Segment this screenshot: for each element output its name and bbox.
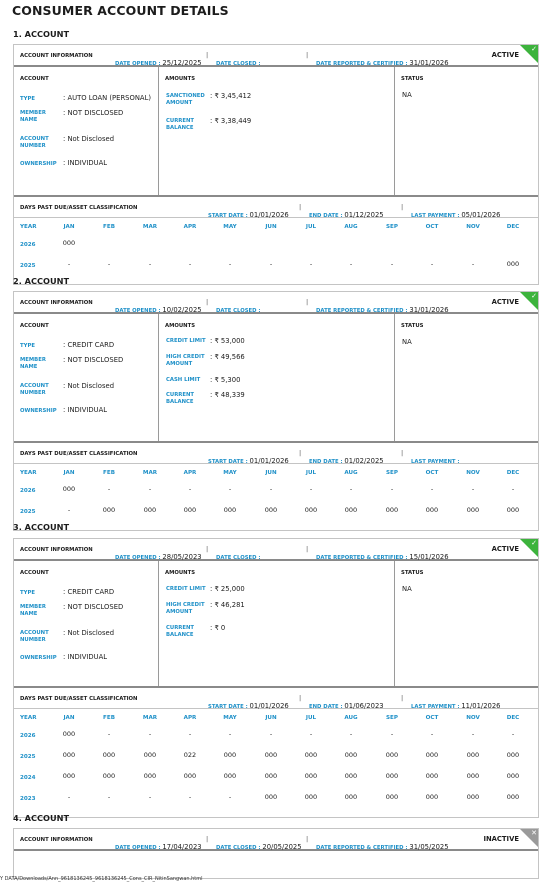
month-value: 000 — [62, 239, 76, 247]
account-heading: 4. ACCOUNT — [13, 813, 70, 823]
status-value: NA — [402, 338, 412, 346]
month-column-header: MAR — [142, 715, 158, 721]
month-column-header: OCT — [425, 470, 439, 476]
month-column-header: OCT — [425, 715, 439, 721]
separator: | — [306, 298, 309, 306]
status-badge: INACTIVE — [483, 835, 519, 843]
account-information-label: ACCOUNT INFORMATION — [20, 53, 93, 59]
check-icon — [520, 45, 538, 63]
month-value: 000 — [304, 772, 318, 780]
end-date-label: END DATE : — [309, 459, 345, 465]
month-value: - — [430, 260, 434, 268]
month-value: - — [471, 730, 475, 738]
month-column-header: JAN — [63, 470, 75, 476]
account-details-body — [14, 67, 538, 197]
month-column-header: MAY — [223, 470, 237, 476]
amount-label: CASH LIMIT — [166, 377, 201, 383]
month-column-header: DEC — [506, 224, 520, 230]
month-value: - — [309, 260, 313, 268]
account-number-label: ACCOUNT NUMBER — [20, 383, 49, 396]
month-value: - — [107, 730, 111, 738]
dpd-row — [14, 443, 538, 464]
status-section-label: STATUS — [401, 323, 424, 329]
check-mark-icon: ✓ — [531, 292, 537, 300]
date-opened-label: DATE OPENED : — [115, 845, 163, 851]
date-closed-label: DATE CLOSED : — [216, 61, 261, 67]
column-divider — [158, 67, 159, 195]
month-value: 000 — [143, 751, 157, 759]
month-column-header: MAY — [223, 715, 237, 721]
account-card — [13, 44, 539, 285]
ownership-value: : INDIVIDUAL — [63, 159, 108, 167]
year-label: 2025 — [20, 263, 36, 269]
type-value: : CREDIT CARD — [63, 341, 115, 349]
year-rows — [14, 484, 538, 530]
account-information-label: ACCOUNT INFORMATION — [20, 547, 93, 553]
date-reported-value: 31/01/2026 — [409, 59, 449, 67]
date-reported-value: 31/05/2025 — [409, 843, 449, 851]
month-value: 000 — [264, 793, 278, 801]
date-closed-label: DATE CLOSED : — [216, 308, 261, 314]
separator: | — [299, 694, 302, 702]
account-number-value: : Not Disclosed — [63, 135, 115, 143]
month-value: - — [349, 260, 353, 268]
month-value: - — [228, 793, 232, 801]
column-divider — [158, 561, 159, 686]
month-value: 000 — [183, 772, 197, 780]
amount-label: CURRENT BALANCE — [166, 118, 195, 131]
month-value: - — [309, 485, 313, 493]
month-value: - — [188, 485, 192, 493]
month-value: - — [269, 485, 273, 493]
month-column-header: FEB — [103, 224, 115, 230]
account-number-value: : Not Disclosed — [63, 629, 115, 637]
last-payment-label: LAST PAYMENT : — [411, 213, 462, 219]
year-label: 2026 — [20, 488, 36, 494]
year-label: 2025 — [20, 509, 36, 515]
date-reported-label: DATE REPORTED & CERTIFIED : — [316, 845, 410, 851]
month-column-header: AUG — [344, 224, 358, 230]
start-date-label: START DATE : — [208, 459, 250, 465]
month-value: 000 — [62, 485, 76, 493]
dpd-row — [14, 197, 538, 218]
dpd-label: DAYS PAST DUE/ASSET CLASSIFICATION — [20, 696, 138, 702]
account-number-value: : Not Disclosed — [63, 382, 115, 390]
month-value: 000 — [304, 751, 318, 759]
amounts-section-label: AMOUNTS — [165, 323, 196, 329]
amount-value: : ₹ 53,000 — [210, 337, 245, 345]
start-date-value: 01/01/2026 — [249, 702, 289, 710]
year-header-row — [14, 218, 538, 238]
amount-value: : ₹ 49,566 — [210, 353, 245, 361]
date-reported-label: DATE REPORTED & CERTIFIED : — [316, 555, 410, 561]
month-value: 000 — [62, 772, 76, 780]
month-value: 000 — [264, 772, 278, 780]
check-icon — [520, 292, 538, 310]
account-section-label: ACCOUNT — [20, 570, 49, 576]
month-value: 000 — [223, 751, 237, 759]
month-value: 000 — [143, 506, 157, 514]
date-opened-value: 17/04/2023 — [162, 843, 202, 851]
month-value: 000 — [304, 506, 318, 514]
month-value: 022 — [183, 751, 197, 759]
separator: | — [206, 298, 209, 306]
check-mark-icon: ✓ — [531, 45, 537, 53]
year-label: 2023 — [20, 796, 36, 802]
start-date-value: 01/01/2026 — [249, 457, 289, 465]
amount-value: : ₹ 46,281 — [210, 601, 245, 609]
year-label: 2026 — [20, 733, 36, 739]
month-value: 000 — [102, 751, 116, 759]
amount-value: : ₹ 3,38,449 — [210, 117, 252, 125]
month-value: 000 — [466, 793, 480, 801]
month-column-header: SEP — [386, 224, 398, 230]
month-value: 000 — [344, 751, 358, 759]
amount-value: : ₹ 0 — [210, 624, 226, 632]
ownership-label: OWNERSHIP — [20, 161, 57, 167]
month-value: - — [471, 260, 475, 268]
month-value: 000 — [425, 751, 439, 759]
separator: | — [401, 449, 404, 457]
separator: | — [306, 545, 309, 553]
check-mark-icon: ✓ — [531, 539, 537, 547]
member-name-label: MEMBER NAME — [20, 110, 46, 123]
month-value: - — [511, 485, 515, 493]
amounts-section-label: AMOUNTS — [165, 76, 196, 82]
end-date-value: 01/02/2025 — [344, 457, 384, 465]
account-heading: 1. ACCOUNT — [13, 29, 70, 39]
month-column-header: FEB — [103, 470, 115, 476]
month-value: 000 — [466, 506, 480, 514]
month-value: - — [228, 730, 232, 738]
year-rows — [14, 238, 538, 284]
month-value: 000 — [264, 506, 278, 514]
month-value: - — [309, 730, 313, 738]
last-payment-value: 05/01/2026 — [461, 211, 501, 219]
month-column-header: JUN — [265, 470, 277, 476]
month-column-header: JUL — [305, 224, 317, 230]
month-column-header: APR — [183, 470, 197, 476]
date-opened-value: 25/12/2025 — [162, 59, 202, 67]
month-value: 000 — [264, 751, 278, 759]
year-column-header: YEAR — [20, 224, 37, 230]
month-value: - — [471, 485, 475, 493]
account-number-label: ACCOUNT NUMBER — [20, 136, 49, 149]
account-heading: 3. ACCOUNT — [13, 522, 70, 532]
month-value: - — [188, 793, 192, 801]
status-section-label: STATUS — [401, 76, 424, 82]
date-opened-label: DATE OPENED : — [115, 555, 163, 561]
month-column-header: APR — [183, 715, 197, 721]
month-value: - — [430, 485, 434, 493]
month-value: - — [148, 260, 152, 268]
status-value: NA — [402, 585, 412, 593]
date-closed — [216, 834, 302, 853]
month-value: 000 — [183, 506, 197, 514]
date-reported — [316, 834, 449, 853]
month-value: - — [148, 485, 152, 493]
start-date-label: START DATE : — [208, 213, 250, 219]
month-value: - — [228, 260, 232, 268]
account-details-body — [14, 314, 538, 443]
status-section-label: STATUS — [401, 570, 424, 576]
account-card — [13, 291, 539, 531]
month-value: - — [67, 793, 71, 801]
month-value: 000 — [344, 506, 358, 514]
account-info-row — [14, 45, 538, 67]
month-value: 000 — [102, 772, 116, 780]
end-date-value: 01/12/2025 — [344, 211, 384, 219]
month-value: - — [349, 730, 353, 738]
month-value: - — [269, 260, 273, 268]
month-value: 000 — [506, 506, 520, 514]
date-opened-label: DATE OPENED : — [115, 308, 163, 314]
ownership-value: : INDIVIDUAL — [63, 406, 108, 414]
amount-label: CURRENT BALANCE — [166, 625, 195, 638]
last-payment-value: 11/01/2026 — [461, 702, 501, 710]
month-column-header: NOV — [466, 470, 480, 476]
member-name-label: MEMBER NAME — [20, 604, 46, 617]
status-badge: ACTIVE — [491, 51, 519, 59]
account-section-label: ACCOUNT — [20, 323, 49, 329]
column-divider — [158, 314, 159, 441]
month-column-header: DEC — [506, 470, 520, 476]
ownership-label: OWNERSHIP — [20, 408, 57, 414]
month-column-header: JUL — [305, 715, 317, 721]
separator: | — [206, 51, 209, 59]
month-value: 000 — [344, 793, 358, 801]
account-information-label: ACCOUNT INFORMATION — [20, 837, 93, 843]
month-value: 000 — [304, 793, 318, 801]
month-value: 000 — [385, 751, 399, 759]
month-value: - — [349, 485, 353, 493]
month-value: - — [148, 793, 152, 801]
date-closed-value: 20/05/2025 — [262, 843, 302, 851]
ownership-value: : INDIVIDUAL — [63, 653, 108, 661]
date-opened-value: 28/05/2023 — [162, 553, 202, 561]
type-label: TYPE — [20, 590, 35, 596]
month-column-header: DEC — [506, 715, 520, 721]
amount-label: SANCTIONED AMOUNT — [166, 93, 205, 106]
month-value: 000 — [385, 793, 399, 801]
separator: | — [206, 835, 209, 843]
separator: | — [299, 449, 302, 457]
year-header-row — [14, 709, 538, 729]
month-value: - — [107, 260, 111, 268]
month-value: 000 — [102, 506, 116, 514]
dpd-label: DAYS PAST DUE/ASSET CLASSIFICATION — [20, 205, 138, 211]
month-column-header: NOV — [466, 224, 480, 230]
month-column-header: MAR — [142, 470, 158, 476]
month-column-header: JUL — [305, 470, 317, 476]
month-column-header: APR — [183, 224, 197, 230]
month-value: - — [188, 730, 192, 738]
year-label: 2024 — [20, 775, 36, 781]
column-divider — [394, 561, 395, 686]
date-opened — [115, 834, 202, 853]
month-value: - — [107, 793, 111, 801]
month-value: 000 — [466, 772, 480, 780]
year-header-row — [14, 464, 538, 484]
month-value: - — [148, 730, 152, 738]
date-closed-label: DATE CLOSED : — [216, 555, 261, 561]
close-icon — [520, 829, 538, 847]
account-information-label: ACCOUNT INFORMATION — [20, 300, 93, 306]
member-name-value: : NOT DISCLOSED — [63, 109, 124, 117]
date-opened-value: 10/02/2025 — [162, 306, 202, 314]
start-date-label: START DATE : — [208, 704, 250, 710]
type-value: : AUTO LOAN (PERSONAL) — [63, 94, 152, 102]
account-heading: 2. ACCOUNT — [13, 276, 70, 286]
amount-value: : ₹ 48,339 — [210, 391, 245, 399]
month-column-header: SEP — [386, 715, 398, 721]
month-value: 000 — [223, 772, 237, 780]
year-column-header: YEAR — [20, 715, 37, 721]
separator: | — [306, 835, 309, 843]
separator: | — [299, 203, 302, 211]
account-card — [13, 828, 539, 879]
separator: | — [206, 545, 209, 553]
month-column-header: JUN — [265, 224, 277, 230]
month-column-header: JUN — [265, 715, 277, 721]
dpd-row — [14, 688, 538, 709]
column-divider — [394, 314, 395, 441]
year-column-header: YEAR — [20, 470, 37, 476]
footer-url: Y DATA/Downloads/Ann_9618136245_9618136245_Cons_CIR_NitinSangwan.html — [0, 876, 203, 882]
start-date-value: 01/01/2026 — [249, 211, 289, 219]
month-value: 000 — [425, 793, 439, 801]
account-details-body — [14, 561, 538, 688]
month-value: - — [67, 260, 71, 268]
year-label: 2026 — [20, 242, 36, 248]
amount-label: HIGH CREDIT AMOUNT — [166, 602, 205, 615]
account-info-row — [14, 829, 538, 851]
amount-value: : ₹ 3,45,412 — [210, 92, 252, 100]
month-value: 000 — [506, 772, 520, 780]
separator: | — [401, 203, 404, 211]
status-badge: ACTIVE — [491, 545, 519, 553]
month-value: 000 — [143, 772, 157, 780]
year-rows — [14, 729, 538, 817]
x-mark-icon: ✕ — [531, 829, 537, 837]
month-value: - — [390, 485, 394, 493]
month-value: - — [67, 506, 71, 514]
month-column-header: JAN — [63, 715, 75, 721]
account-info-row — [14, 539, 538, 561]
month-column-header: NOV — [466, 715, 480, 721]
end-date-label: END DATE : — [309, 213, 345, 219]
account-card — [13, 538, 539, 818]
amount-label: CURRENT BALANCE — [166, 392, 195, 405]
month-column-header: AUG — [344, 470, 358, 476]
date-reported-label: DATE REPORTED & CERTIFIED : — [316, 61, 410, 67]
date-closed-label: DATE CLOSED : — [216, 845, 263, 851]
month-column-header: MAR — [142, 224, 158, 230]
end-date-value: 01/06/2023 — [344, 702, 384, 710]
month-value: 000 — [425, 772, 439, 780]
month-value: 000 — [385, 772, 399, 780]
type-label: TYPE — [20, 96, 35, 102]
month-value: 000 — [506, 751, 520, 759]
last-payment-label: LAST PAYMENT : — [411, 704, 462, 710]
dpd-label: DAYS PAST DUE/ASSET CLASSIFICATION — [20, 451, 138, 457]
last-payment-label: LAST PAYMENT : — [411, 459, 460, 465]
separator: | — [401, 694, 404, 702]
amounts-section-label: AMOUNTS — [165, 570, 196, 576]
date-reported-value: 31/01/2026 — [409, 306, 449, 314]
check-icon — [520, 539, 538, 557]
column-divider — [394, 67, 395, 195]
status-badge: ACTIVE — [491, 298, 519, 306]
member-name-label: MEMBER NAME — [20, 357, 46, 370]
account-section-label: ACCOUNT — [20, 76, 49, 82]
date-opened-label: DATE OPENED : — [115, 61, 163, 67]
month-value: 000 — [344, 772, 358, 780]
month-value: - — [228, 485, 232, 493]
month-value: 000 — [62, 751, 76, 759]
amount-label: HIGH CREDIT AMOUNT — [166, 354, 205, 367]
month-column-header: AUG — [344, 715, 358, 721]
amount-value: : ₹ 25,000 — [210, 585, 245, 593]
amount-label: CREDIT LIMIT — [166, 338, 206, 344]
month-value: 000 — [506, 260, 520, 268]
member-name-value: : NOT DISCLOSED — [63, 603, 124, 611]
date-reported-value: 15/01/2026 — [409, 553, 449, 561]
amount-value: : ₹ 5,300 — [210, 376, 241, 384]
month-column-header: OCT — [425, 224, 439, 230]
end-date-label: END DATE : — [309, 704, 345, 710]
account-number-label: ACCOUNT NUMBER — [20, 630, 49, 643]
date-reported-label: DATE REPORTED & CERTIFIED : — [316, 308, 410, 314]
month-value: - — [269, 730, 273, 738]
month-value: - — [430, 730, 434, 738]
month-column-header: MAY — [223, 224, 237, 230]
year-label: 2025 — [20, 754, 36, 760]
type-value: : CREDIT CARD — [63, 588, 115, 596]
month-value: 000 — [385, 506, 399, 514]
month-column-header: FEB — [103, 715, 115, 721]
amount-label: CREDIT LIMIT — [166, 586, 206, 592]
account-info-row — [14, 292, 538, 314]
month-column-header: SEP — [386, 470, 398, 476]
month-value: 000 — [62, 730, 76, 738]
month-value: 000 — [506, 793, 520, 801]
month-value: - — [188, 260, 192, 268]
page-title: CONSUMER ACCOUNT DETAILS — [12, 3, 229, 18]
member-name-value: : NOT DISCLOSED — [63, 356, 124, 364]
ownership-label: OWNERSHIP — [20, 655, 57, 661]
separator: | — [306, 51, 309, 59]
month-value: 000 — [223, 506, 237, 514]
month-value: 000 — [466, 751, 480, 759]
type-label: TYPE — [20, 343, 35, 349]
month-value: - — [390, 730, 394, 738]
month-value: - — [511, 730, 515, 738]
status-value: NA — [402, 91, 412, 99]
month-value: 000 — [425, 506, 439, 514]
month-value: - — [107, 485, 111, 493]
month-column-header: JAN — [63, 224, 75, 230]
month-value: - — [390, 260, 394, 268]
